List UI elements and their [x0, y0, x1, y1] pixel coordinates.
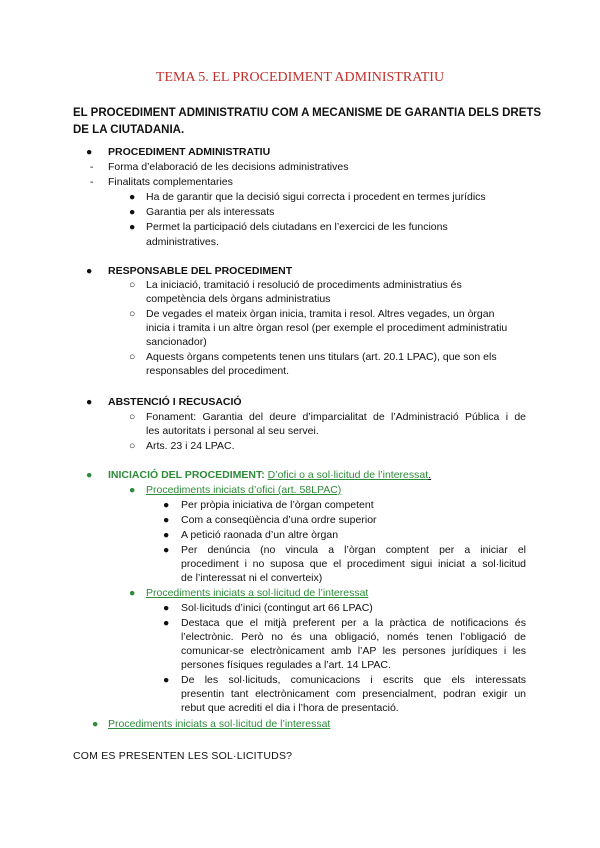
list-item: inicia i tramita i un altre òrgan resol (per exemple el procediment administratiu	[146, 322, 508, 334]
list-item: Per denúncia (no vincula a l’òrgan comptent per a iniciar el	[181, 544, 526, 556]
list-item: Destaca que el mitjà preferent per a la pràctica de notificacions és	[181, 617, 526, 629]
bullet-marker: ●	[163, 514, 170, 526]
list-item: Sol·licituds d’inici (contingut art 66 LPAC)	[181, 602, 373, 614]
bullet-marker: ●	[92, 718, 99, 730]
list-item: Ha de garantir que la decisió sigui correcta i procedent en termes jurídics	[146, 191, 486, 203]
list-item: Arts. 23 i 24 LPAC.	[146, 440, 235, 452]
bullet-marker: ●	[129, 587, 136, 599]
bullet-marker: ●	[163, 602, 170, 614]
section-abstencio-title: ● ABSTENCIÓ I RECUSACIÓ	[86, 396, 242, 408]
circle-marker: ○	[129, 279, 136, 291]
list-item: La iniciació, tramitació i resolució de procediments administratius és	[146, 279, 462, 291]
dash-marker: -	[90, 176, 94, 188]
section-procediment-title: ● PROCEDIMENT ADMINISTRATIU	[86, 146, 271, 158]
list-item: Garantia per als interessats	[146, 206, 275, 218]
list-item: les autoritats i personal al seu servei.	[146, 425, 319, 437]
bullet-marker: ●	[163, 499, 170, 511]
list-item: administratives.	[146, 236, 219, 248]
document-title: TEMA 5. EL PROCEDIMENT ADMINISTRATIU	[155, 70, 445, 85]
list-item: responsables del procediment.	[146, 365, 290, 377]
list-item: A petició raonada d’un altre òrgan	[181, 529, 339, 541]
bullet-marker: ●	[163, 617, 170, 629]
bullet-marker: ●	[163, 544, 170, 556]
procediments-solicitud-link[interactable]: Procediments iniciats a sol·licitud de l’interessat	[146, 587, 369, 599]
bullet-marker: ●	[163, 529, 170, 541]
list-item: De vegades el mateix òrgan inicia, tramita i resol. Altres vegades, un òrgan	[146, 308, 495, 320]
iniciacio-link[interactable]: D’ofici o a sol·licitud de l’interessat	[267, 469, 429, 481]
circle-marker: ○	[129, 411, 136, 423]
section-heading: EL PROCEDIMENT ADMINISTRATIU COM A MECANISME DE GARANTIA DELS DRETS DE LA CIUTADANIA.	[73, 107, 542, 136]
list-item: competència dels òrgans administratius	[146, 293, 331, 305]
circle-marker: ○	[129, 308, 136, 320]
list-item: Fonament: Garantia del deure d’imparcialitat de l’Administració Pública i de	[146, 411, 526, 423]
list-item: de l’interessat ni el converteix)	[181, 572, 323, 584]
list-item: Com a conseqüència d’una ordre superior	[181, 514, 377, 526]
procediments-ofici-link[interactable]: Procediments iniciats d’ofici (art. 58LPAC)	[146, 484, 342, 496]
dash-marker: -	[90, 161, 94, 173]
bullet-marker: ●	[129, 484, 136, 496]
list-item: Finalitats complementaries	[108, 176, 233, 188]
bullet-marker: ●	[129, 191, 136, 203]
circle-marker: ○	[129, 440, 136, 452]
list-item: sancionador)	[146, 336, 207, 348]
list-item: rebut que acrediti el dia i l’hora de presentació.	[181, 702, 399, 714]
footer-question: COM ES PRESENTEN LES SOL·LICITUDS?	[73, 750, 293, 762]
list-item: comunicar-se electrònicament amb l’AP les persones jurídiques i les	[181, 645, 526, 657]
list-item: procediment i no suposa que el procediment sigui iniciat a sol·licitud	[181, 558, 526, 570]
list-item: presentin tant electrònicament com presencialment, podran exigir un	[181, 688, 526, 700]
bullet-marker: ●	[163, 674, 170, 686]
list-item: l’electrònic. Però no és una obligació, només tenen l’obligació de	[181, 631, 526, 643]
section-iniciacio-title: ● INICIACIÓ DEL PROCEDIMENT: D’ofici o a sol·licitud de l’interessat.	[86, 469, 432, 481]
section-responsable-title: ● RESPONSABLE DEL PROCEDIMENT	[86, 265, 293, 277]
bullet-marker: ●	[129, 206, 136, 218]
bullet-marker: ●	[129, 221, 136, 233]
list-item: Per pròpia iniciativa de l’òrgan competent	[181, 499, 374, 511]
list-item: Forma d’elaboració de les decisions administratives	[108, 161, 349, 173]
procediments-solicitud-link-2[interactable]: Procediments iniciats a sol·licitud de l’interessat	[108, 718, 331, 730]
list-item: Aquests òrgans competents tenen uns titulars (art. 20.1 LPAC), que son els	[146, 351, 497, 363]
list-item: Permet la participació dels ciutadans en l’exercici de les funcions	[146, 221, 448, 233]
circle-marker: ○	[129, 351, 136, 363]
list-item: De les sol·licituds, comunicacions i escrits que els interessats	[181, 674, 526, 686]
list-item: persones físiques regulades a l’art. 14 LPAC.	[181, 659, 391, 671]
